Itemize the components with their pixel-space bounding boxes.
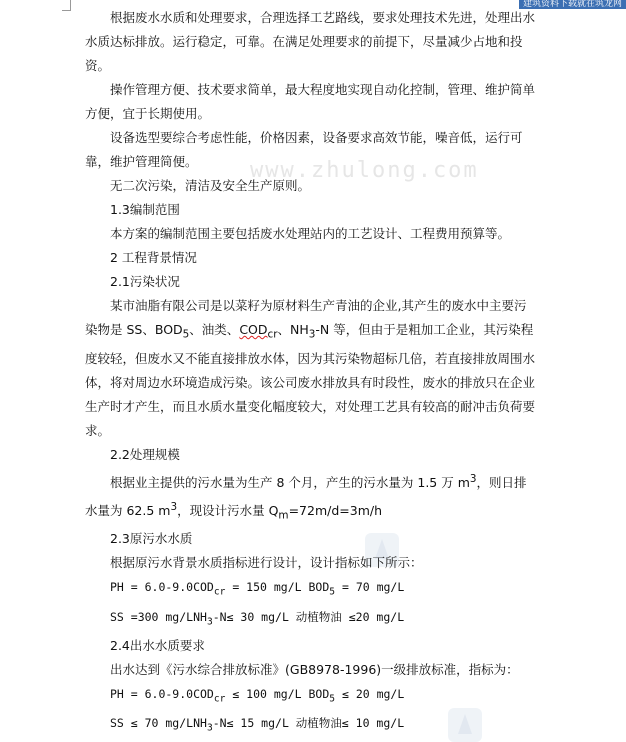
subscript: 3 [206,722,213,734]
text: SS ≤ 70 mg/LNH [110,716,207,731]
section-heading: 2 工程背景情况 [110,250,197,265]
section-heading: 1.3编制范围 [110,202,180,217]
text: 根据业主提供的污水量为生产 8 个月，产生的污水量为 1.5 万 m [110,474,470,490]
paragraph-scale [85,467,535,528]
formula-line [85,711,535,740]
text: 、油类、 [189,322,240,337]
subscript: 5 [329,586,336,598]
formula-line [85,605,535,634]
section-heading: 2.4出水水质要求 [110,637,205,653]
text: 某市油脂有限公司是以菜籽为原材料生产青油的企业,其产生的废水中主要污染物是 SS、BOD [85,298,527,337]
section-heading: 2.2处理规模 [110,446,180,462]
text: =72m/d=3m/h [288,502,383,518]
paragraph: 出水达到《污水综合排放标准》(GB8978-1996)一级排放标准，指标为： [110,661,519,677]
text: ≤ 20 mg/L [335,686,405,701]
text: = 150 mg/L BOD [225,580,330,595]
text: 、NH [277,322,309,337]
text: -N 等，但由于是粗加工企业，其污染程度较轻，但废水又不能直接排放水体，因为其污染物超标几倍，若直接排放周围水体，将对周边水环境造成污染。该公司废水排放具有时段性，废水的排放只在企业生产时才产生，而且水质水量变化幅度较大，对处理工艺具有较高的耐冲击负荷要求。 [85,322,536,438]
subscript: 5 [182,328,190,341]
subscript: cr [213,693,226,705]
text: ，则日排水量为 62.5 m [85,474,527,518]
text: ，现设计污水量 Q [177,502,279,518]
subscript: 3 [308,328,316,341]
text: PH = 6.0-9.0COD [110,686,214,701]
formula-line [85,575,535,604]
subscript: 3 [206,615,213,627]
text: PH = 6.0-9.0COD [110,580,214,595]
site-banner[interactable]: 建筑资料下载就在筑龙网 [519,0,626,9]
superscript: 3 [469,472,477,485]
text: SS =300 mg/LNH [110,609,207,624]
section-heading: 2.1污染状况 [110,274,180,289]
paragraph: 操作管理方便、技术要求简单，最大程度地实现自动化控制，管理、维护简单方便，宜于长期使用。 [85,82,536,121]
paragraph: 根据废水水质和处理要求，合理选择工艺路线，要求处理技术先进，处理出水水质达标排放。运行稳定，可靠。在满足处理要求的前提下，尽量减少占地和投资。 [85,10,536,73]
page-corner-mark [62,0,71,11]
paragraph: 本方案的编制范围主要包括废水处理站内的工艺设计、工程费用预算等。 [110,226,511,241]
subscript: cr [267,328,278,341]
subscript: m [278,509,289,522]
superscript: 3 [170,500,178,513]
text: = 70 mg/L [335,580,405,595]
watermark-text: www.zhulong.com [250,158,479,183]
paragraph: 无二次污染，清洁及安全生产原则。 [110,178,311,193]
section-heading: 2.3原污水水质 [110,531,193,547]
formula-line [85,682,535,711]
paragraph-pollution [85,294,535,443]
paragraph: 根据原污水背景水质指标进行设计，设计指标如下所示： [110,555,423,571]
paragraph: 设备选型要综合考虑性能，价格因素，设备要求高效节能，噪音低，运行可靠，维护管理简便。 [85,130,523,169]
text: -N≤ 15 mg/L 动植物油≤ 10 mg/L [212,716,405,731]
document-body [85,6,535,741]
subscript: cr [213,586,226,598]
spell-check-text: COD [239,322,268,337]
subscript: 5 [329,693,336,705]
text: ≤ 100 mg/L BOD [225,686,330,701]
text: -N≤ 30 mg/L 动植物油 ≤20 mg/L [212,609,405,624]
